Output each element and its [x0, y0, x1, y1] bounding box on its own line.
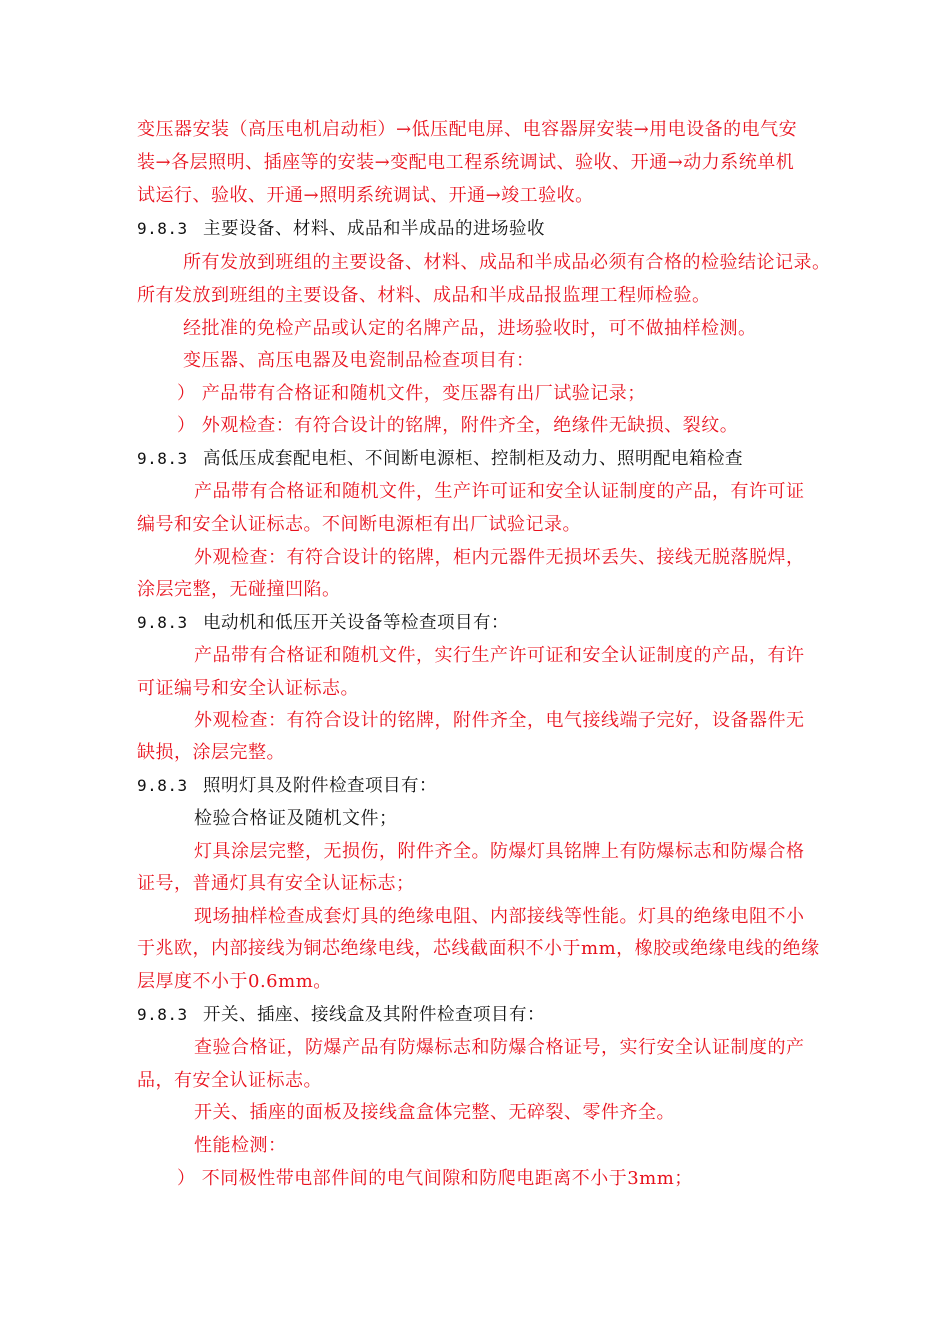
- section-2-title: 高低压成套配电柜、不间断电源柜、控制柜及动力、照明配电箱检查: [203, 449, 743, 469]
- section-1-p1-line-2: 所有发放到班组的主要设备、材料、成品和半成品报监理工程师检验。: [137, 285, 711, 306]
- section-1-p2: 经批准的免检产品或认定的名牌产品，进场验收时，可不做抽样检测。: [183, 318, 757, 339]
- section-4-title: 照明灯具及附件检查项目有：: [203, 776, 437, 796]
- section-1-item-1: ） 产品带有合格证和随机文件，变压器有出厂试验记录；: [177, 383, 646, 404]
- section-5-heading: [137, 1002, 545, 1028]
- intro-line-3: 试运行、验收、开通→照明系统调试、开通→竣工验收。: [137, 185, 594, 206]
- section-1-heading: [137, 216, 545, 242]
- section-2-number: 9.8.3: [137, 449, 188, 468]
- section-4-p3-line-1: 现场抽样检查成套灯具的绝缘电阻、内部接线等性能。灯具的绝缘电阻不小: [194, 906, 805, 927]
- intro-line-2: 装→各层照明、插座等的安装→变配电工程系统调试、验收、开通→动力系统单机: [137, 152, 795, 173]
- section-2-p1-line-1: 产品带有合格证和随机文件，生产许可证和安全认证制度的产品，有许可证: [194, 481, 805, 502]
- section-3-heading: [137, 610, 509, 636]
- section-1-item-2: ） 外观检查：有符合设计的铭牌，附件齐全，绝缘件无缺损、裂纹。: [177, 415, 739, 436]
- section-5-p2: 开关、插座的面板及接线盒盒体完整、无碎裂、零件齐全。: [194, 1102, 675, 1123]
- intro-line-1: 变压器安装（高压电机启动柜）→低压配电屏、电容器屏安装→用电设备的电气安: [137, 119, 798, 140]
- section-2-p1-line-2: 编号和安全认证标志。不间断电源柜有出厂试验记录。: [137, 514, 581, 535]
- section-2-heading: [137, 446, 743, 472]
- section-4-p3-line-2: 于兆欧，内部接线为铜芯绝缘电线，芯线截面积不小于mm，橡胶或绝缘电线的绝缘: [137, 938, 820, 959]
- section-1-p1-line-1: 所有发放到班组的主要设备、材料、成品和半成品必须有合格的检验结论记录。: [183, 252, 831, 273]
- section-4-p2-line-1: 灯具涂层完整，无损伤，附件齐全。防爆灯具铭牌上有防爆标志和防爆合格: [194, 841, 805, 862]
- section-5-p3: 性能检测：: [194, 1135, 287, 1156]
- section-5-p1-line-2: 品，有安全认证标志。: [137, 1070, 322, 1091]
- section-4-p2-line-2: 证号，普通灯具有安全认证标志；: [137, 873, 415, 894]
- section-2-p2-line-1: 外观检查：有符合设计的铭牌，柜内元器件无损坏丢失、接线无脱落脱焊，: [194, 547, 805, 568]
- section-1-number: 9.8.3: [137, 219, 188, 238]
- section-3-p1-line-1: 产品带有合格证和随机文件，实行生产许可证和安全认证制度的产品，有许: [194, 645, 805, 666]
- section-3-number: 9.8.3: [137, 613, 188, 632]
- section-2-p2-line-2: 涂层完整，无碰撞凹陷。: [137, 579, 341, 600]
- section-1-p3: 变压器、高压电器及电瓷制品检查项目有：: [183, 350, 535, 371]
- section-3-p2-line-1: 外观检查：有符合设计的铭牌，附件齐全，电气接线端子完好，设备器件无: [194, 710, 805, 731]
- section-5-p1-line-1: 查验合格证，防爆产品有防爆标志和防爆合格证号，实行安全认证制度的产: [194, 1037, 805, 1058]
- section-3-title: 电动机和低压开关设备等检查项目有：: [203, 613, 509, 633]
- section-1-title: 主要设备、材料、成品和半成品的进场验收: [203, 219, 545, 239]
- section-3-p1-line-2: 可证编号和安全认证标志。: [137, 678, 359, 699]
- section-3-p2-line-2: 缺损，涂层完整。: [137, 742, 285, 763]
- section-4-p1: 检验合格证及随机文件；: [194, 808, 398, 829]
- section-5-item-1: ） 不同极性带电部件间的电气间隙和防爬电距离不小于3mm；: [177, 1168, 693, 1189]
- section-5-number: 9.8.3: [137, 1005, 188, 1024]
- section-4-heading: [137, 773, 437, 799]
- section-4-number: 9.8.3: [137, 776, 188, 795]
- section-4-p3-line-3: 层厚度不小于0.6mm。: [137, 971, 332, 992]
- section-5-title: 开关、插座、接线盒及其附件检查项目有：: [203, 1005, 545, 1025]
